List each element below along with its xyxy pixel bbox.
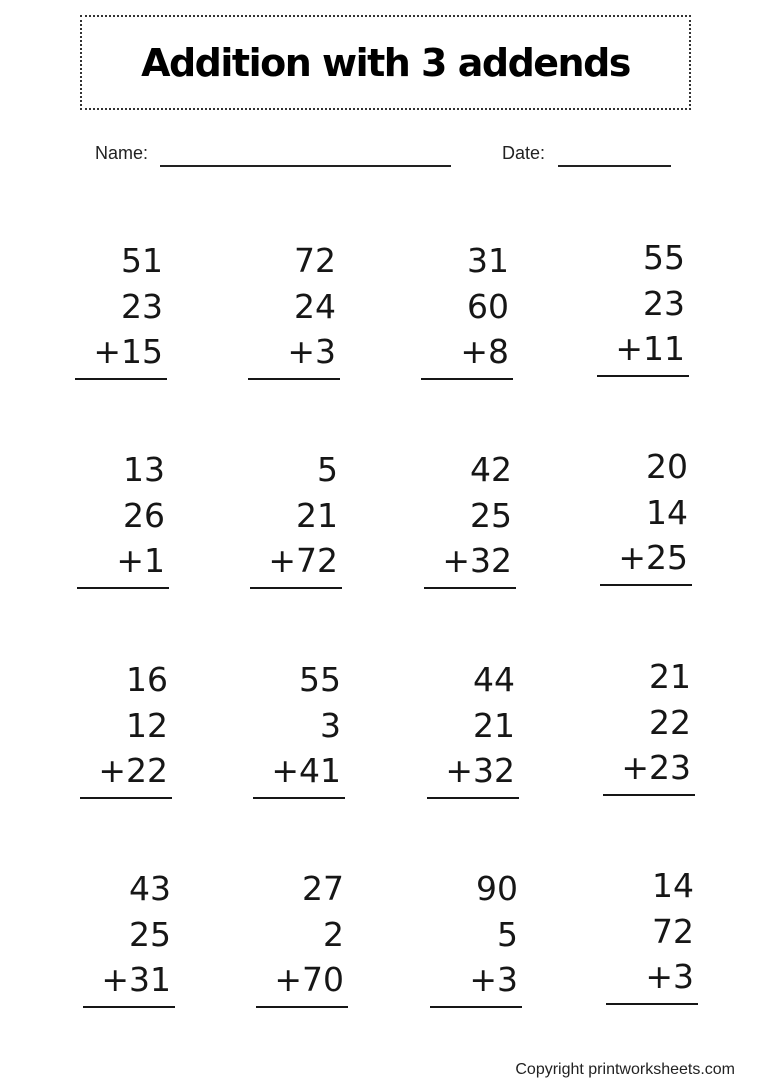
- addend-2: 21: [473, 705, 515, 745]
- addend-1: 44: [473, 660, 515, 699]
- addend-1: 55: [643, 238, 685, 277]
- addend-3: +41: [271, 751, 341, 790]
- addend-3: +70: [274, 960, 344, 999]
- answer-line[interactable]: [83, 1006, 175, 1008]
- addend-3: +15: [93, 332, 163, 371]
- addend-3: +3: [645, 957, 694, 996]
- problem-12: [603, 654, 695, 796]
- addend-3: +32: [445, 751, 515, 790]
- addend-1: 72: [294, 241, 336, 280]
- answer-line[interactable]: [75, 378, 167, 380]
- addend-2: 72: [652, 911, 694, 951]
- addend-2: 23: [643, 283, 685, 323]
- problem-1: [75, 238, 167, 380]
- answer-line[interactable]: [427, 797, 519, 799]
- answer-line[interactable]: [77, 587, 169, 589]
- addend-1: 31: [467, 241, 509, 280]
- addend-1: 13: [123, 450, 165, 489]
- answer-line[interactable]: [256, 1006, 348, 1008]
- problem-4: [597, 235, 689, 377]
- addend-1: 21: [649, 657, 691, 696]
- problem-6: [250, 447, 342, 589]
- addend-2: 3: [320, 705, 341, 745]
- addend-2: 21: [296, 495, 338, 535]
- addend-1: 20: [646, 447, 688, 486]
- date-field[interactable]: [558, 165, 671, 167]
- answer-line[interactable]: [600, 584, 692, 586]
- addend-3: +3: [469, 960, 518, 999]
- addend-1: 16: [126, 660, 168, 699]
- addend-2: 23: [121, 286, 163, 326]
- problem-9: [80, 657, 172, 799]
- addend-2: 22: [649, 702, 691, 742]
- addend-1: 5: [317, 450, 338, 489]
- problem-10: [253, 657, 345, 799]
- copyright-text: Copyright printworksheets.com: [515, 1061, 735, 1078]
- problem-13: [83, 866, 175, 1008]
- addend-2: 25: [470, 495, 512, 535]
- answer-line[interactable]: [430, 1006, 522, 1008]
- answer-line[interactable]: [253, 797, 345, 799]
- addend-2: 12: [126, 705, 168, 745]
- addend-1: 90: [476, 869, 518, 908]
- title-box: [80, 15, 691, 110]
- answer-line[interactable]: [250, 587, 342, 589]
- problem-16: [606, 863, 698, 1005]
- addend-3: +11: [615, 329, 685, 368]
- answer-line[interactable]: [606, 1003, 698, 1005]
- addend-3: +31: [101, 960, 171, 999]
- problem-14: [256, 866, 348, 1008]
- addend-1: 51: [121, 241, 163, 280]
- addend-3: +72: [268, 541, 338, 580]
- addend-3: +8: [460, 332, 509, 371]
- addend-3: +23: [621, 748, 691, 787]
- answer-line[interactable]: [424, 587, 516, 589]
- addend-1: 43: [129, 869, 171, 908]
- name-label: Name:: [95, 143, 149, 163]
- name-field[interactable]: [160, 165, 451, 167]
- addend-2: 25: [129, 914, 171, 954]
- answer-line[interactable]: [421, 378, 513, 380]
- addend-3: +22: [98, 751, 168, 790]
- answer-line[interactable]: [603, 794, 695, 796]
- problem-2: [248, 238, 340, 380]
- problem-5: [77, 447, 169, 589]
- addend-3: +3: [287, 332, 336, 371]
- addend-2: 26: [123, 495, 165, 535]
- page-title: Addition with 3 addends: [141, 40, 630, 85]
- addend-2: 60: [467, 286, 509, 326]
- addend-2: 24: [294, 286, 336, 326]
- answer-line[interactable]: [597, 375, 689, 377]
- problem-3: [421, 238, 513, 380]
- addend-3: +32: [442, 541, 512, 580]
- date-label: Date:: [502, 143, 546, 163]
- answer-line[interactable]: [248, 378, 340, 380]
- problem-8: [600, 444, 692, 586]
- addend-3: +1: [116, 541, 165, 580]
- addend-3: +25: [618, 538, 688, 577]
- problem-11: [427, 657, 519, 799]
- problem-7: [424, 447, 516, 589]
- problem-15: [430, 866, 522, 1008]
- addend-1: 14: [652, 866, 694, 905]
- addend-2: 5: [497, 914, 518, 954]
- addend-2: 14: [646, 492, 688, 532]
- answer-line[interactable]: [80, 797, 172, 799]
- addend-1: 42: [470, 450, 512, 489]
- addend-1: 55: [299, 660, 341, 699]
- addend-1: 27: [302, 869, 344, 908]
- addend-2: 2: [323, 914, 344, 954]
